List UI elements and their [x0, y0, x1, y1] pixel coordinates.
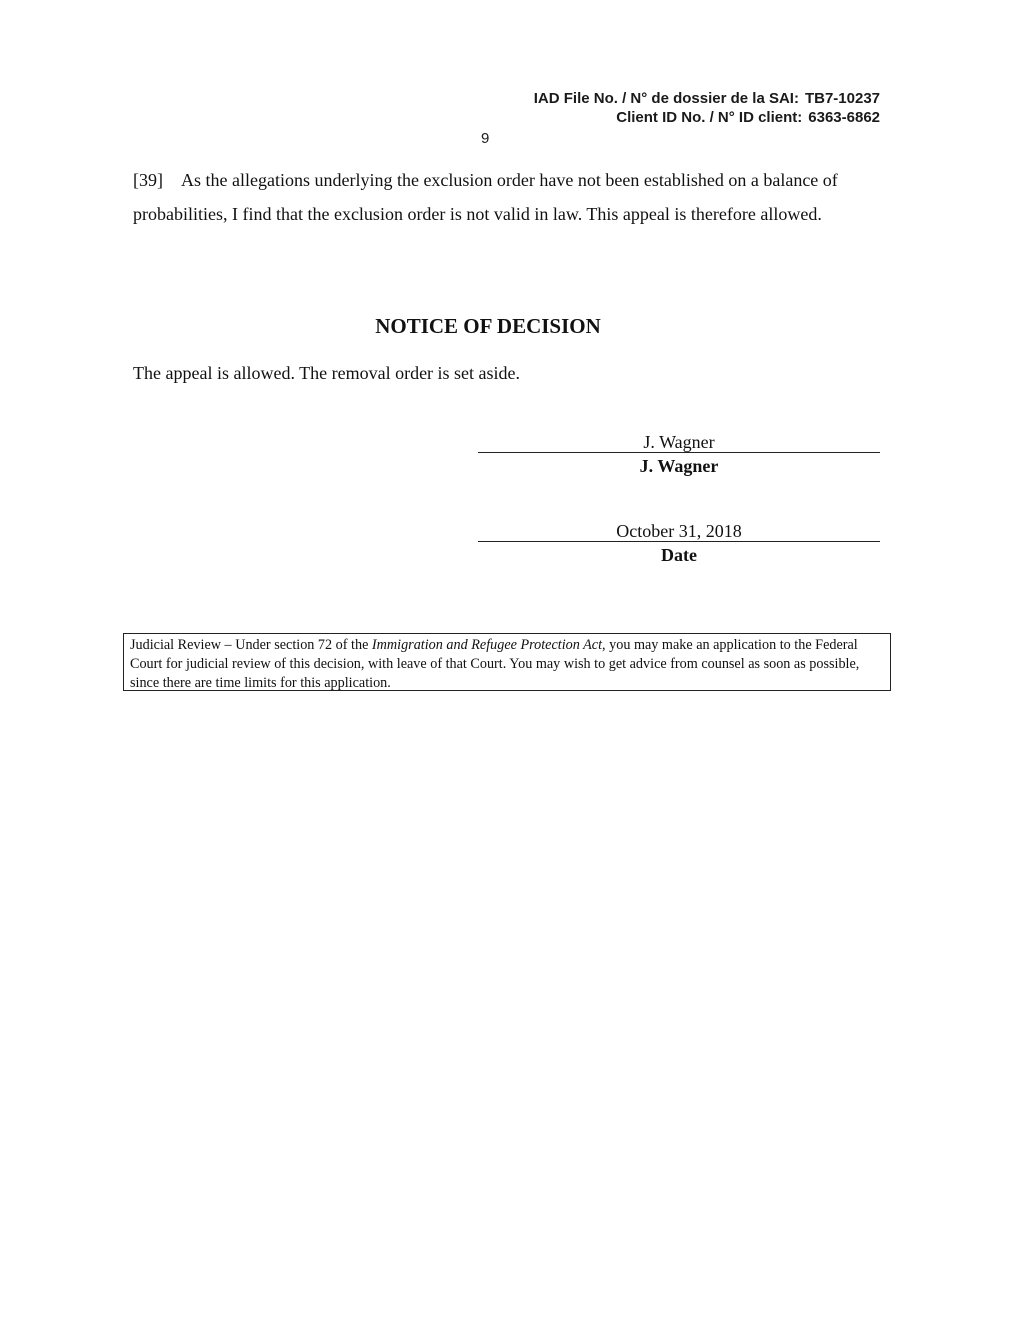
judicial-review-notice [123, 633, 891, 691]
paragraph-number: [39] [133, 170, 163, 190]
file-reference-header [534, 89, 880, 127]
decision-statement: The appeal is allowed. The removal order is set aside. [133, 363, 521, 383]
page-number: 9 [481, 130, 490, 147]
date-label: Date [661, 545, 697, 565]
judicial-review-text-start: Judicial Review – Under section 72 of the [130, 637, 372, 653]
decision-date: October 31, 2018 [616, 521, 742, 541]
date-line [478, 521, 880, 542]
client-id-label: Client ID No. / N° ID client: [616, 109, 803, 126]
notice-of-decision-heading [0, 314, 1023, 339]
signature-block [478, 432, 880, 477]
act-title: Immigration and Refugee Protection Act [371, 637, 603, 653]
file-number-row [534, 89, 880, 108]
client-id-value: 6363-6862 [808, 109, 880, 126]
file-number-value: TB7-10237 [804, 90, 880, 107]
paragraph-39 [133, 163, 878, 231]
date-block [478, 521, 880, 566]
judicial-review-text-end: , you may make an application to the Federal Court for judicial review of this decision, with leave of that Court. You may wish to get advice from counsel as soon as possible, since there are time limits for this application. [130, 637, 860, 691]
heading-text: NOTICE OF DECISION [375, 314, 601, 338]
signed-name: J. Wagner [643, 432, 715, 452]
signature-line [478, 432, 880, 453]
client-id-row [534, 108, 880, 127]
paragraph-text: As the allegations underlying the exclusion order have not been established on a balance of probabilities, I find that the exclusion order is not valid in law. This appeal is therefore allowed. [133, 170, 838, 224]
file-number-label: IAD File No. / N° de dossier de la SAI: [533, 90, 799, 107]
member-name: J. Wagner [639, 456, 719, 476]
